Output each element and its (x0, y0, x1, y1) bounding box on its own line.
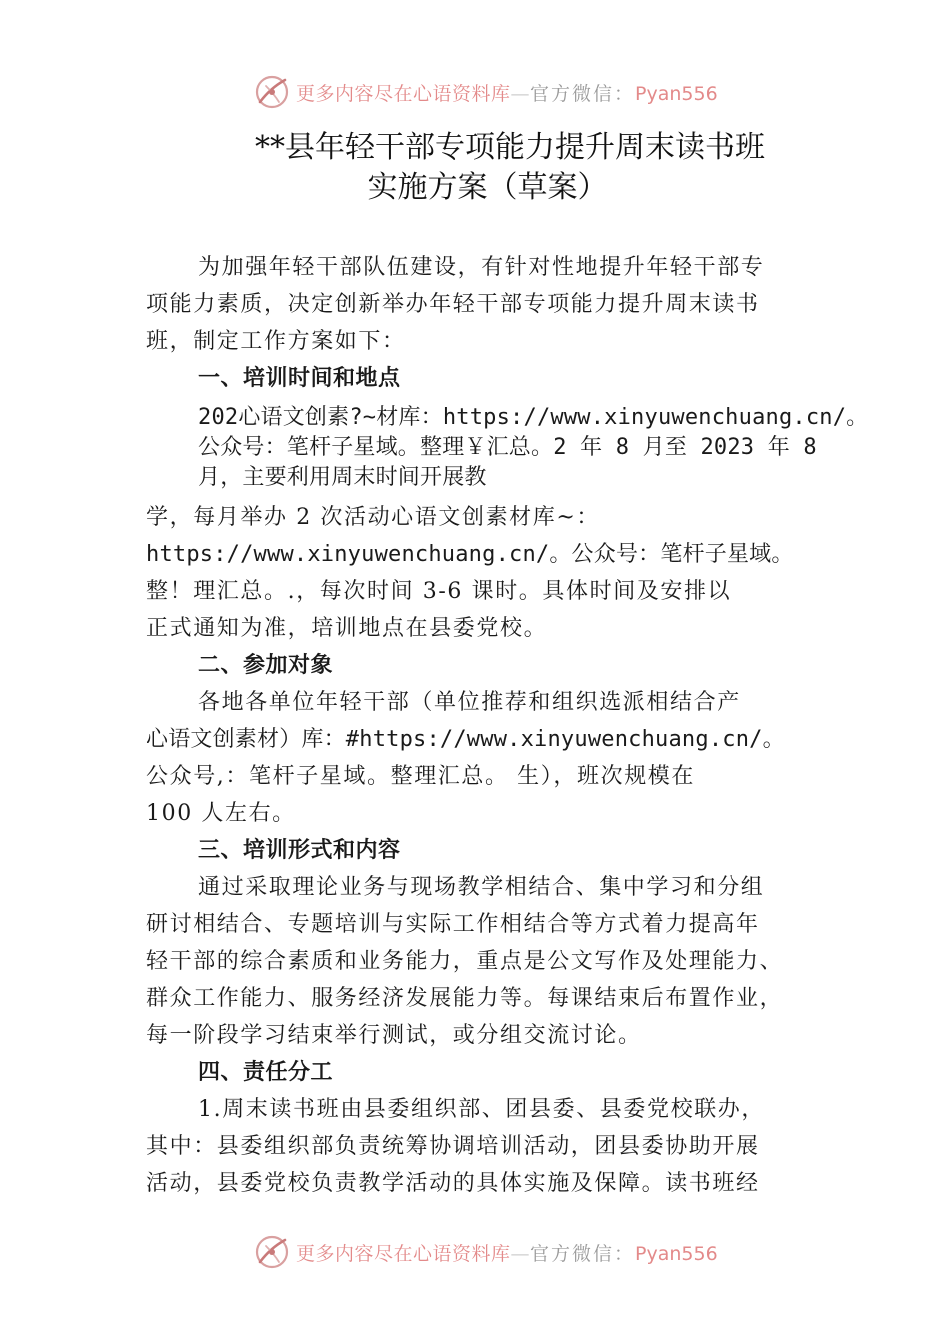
wechat-label: 官方微信： (530, 1242, 636, 1265)
banner-dash: — (510, 82, 531, 105)
paragraph-line: 其中：县委组织部负责统筹协调培训活动，团县委协助开展 (146, 1134, 760, 1159)
header-watermark-banner (252, 72, 752, 112)
watermark-text (296, 1239, 718, 1266)
footer-watermark-banner (252, 1232, 752, 1272)
section-heading: 四、责任分工 (198, 1060, 334, 1085)
section-heading: 一、培训时间和地点 (198, 366, 401, 391)
paragraph-line: 公众号,：笔杆子星域。整理汇总。 生），班次规模在 (146, 764, 695, 789)
paragraph-line: 通过采取理论业务与现场教学相结合、集中学习和分组 (198, 875, 765, 900)
wechat-id: Pyan556 (635, 1242, 718, 1265)
brand-name: 更多内容尽在心语资料库 (296, 82, 511, 105)
document-body (146, 249, 869, 1202)
intro-line: 为加强年轻干部队伍建设，有针对性地提升年轻干部专 (198, 255, 765, 280)
paragraph-line: 整！理汇总。.，每次时间 3-6 课时。具体时间及安排以 (146, 579, 732, 604)
intro-line: 班，制定工作方案如下： (146, 329, 406, 354)
paragraph-line: 心语文创素材）库：#https://www.xinyuwenchuang.cn/。 (146, 727, 785, 752)
wechat-label: 官方微信： (530, 82, 636, 105)
brand-logo-icon (252, 72, 292, 112)
document-title-line1: **县年轻干部专项能力提升周末读书班 (255, 130, 765, 165)
section-heading: 二、参加对象 (198, 653, 334, 678)
intro-line: 项能力素质，决定创新举办年轻干部专项能力提升周末读书 (146, 292, 760, 317)
brand-name: 更多内容尽在心语资料库 (296, 1242, 511, 1265)
paragraph-line: 群众工作能力、服务经济发展能力等。每课结束后布置作业， (146, 986, 784, 1011)
paragraph-line: 各地各单位年轻干部（单位推荐和组织选派相结合产 (198, 690, 741, 715)
paragraph-line: 100 人左右。 (146, 801, 296, 826)
watermark-text (296, 79, 718, 106)
wechat-id: Pyan556 (635, 82, 718, 105)
paragraph-line: 公众号：笔杆子星域。整理￥汇总。2 年 8 月至 2023 年 8 (198, 435, 817, 460)
paragraph-line: 活动，县委党校负责教学活动的具体实施及保障。读书班经 (146, 1171, 760, 1196)
paragraph-line: 正式通知为准，培训地点在县委党校。 (146, 616, 548, 641)
banner-dash: — (510, 1242, 531, 1265)
paragraph-line: 轻干部的综合素质和业务能力，重点是公文写作及处理能力、 (146, 949, 784, 974)
document-title-line2: 实施方案（草案） (367, 170, 608, 205)
paragraph-line: 每一阶段学习结束举行测试，或分组交流讨论。 (146, 1023, 642, 1048)
paragraph-line: 1.周末读书班由县委组织部、团县委、县委党校联办， (198, 1097, 765, 1122)
section-heading: 三、培训形式和内容 (198, 838, 401, 863)
brand-logo-icon (252, 1232, 292, 1272)
paragraph-line: 月，主要利用周末时间开展教 (198, 465, 487, 490)
paragraph-line: https://www.xinyuwenchuang.cn/。公众号：笔杆子星域。 (146, 542, 794, 567)
paragraph-line: 学，每月举办 2 次活动心语文创素材库~： (146, 505, 601, 530)
paragraph-line: 研讨相结合、专题培训与实际工作相结合等方式着力提高年 (146, 912, 760, 937)
paragraph-line: 202心语文创素?~材库：https://www.xinyuwenchuang.cn/。 (198, 405, 869, 430)
